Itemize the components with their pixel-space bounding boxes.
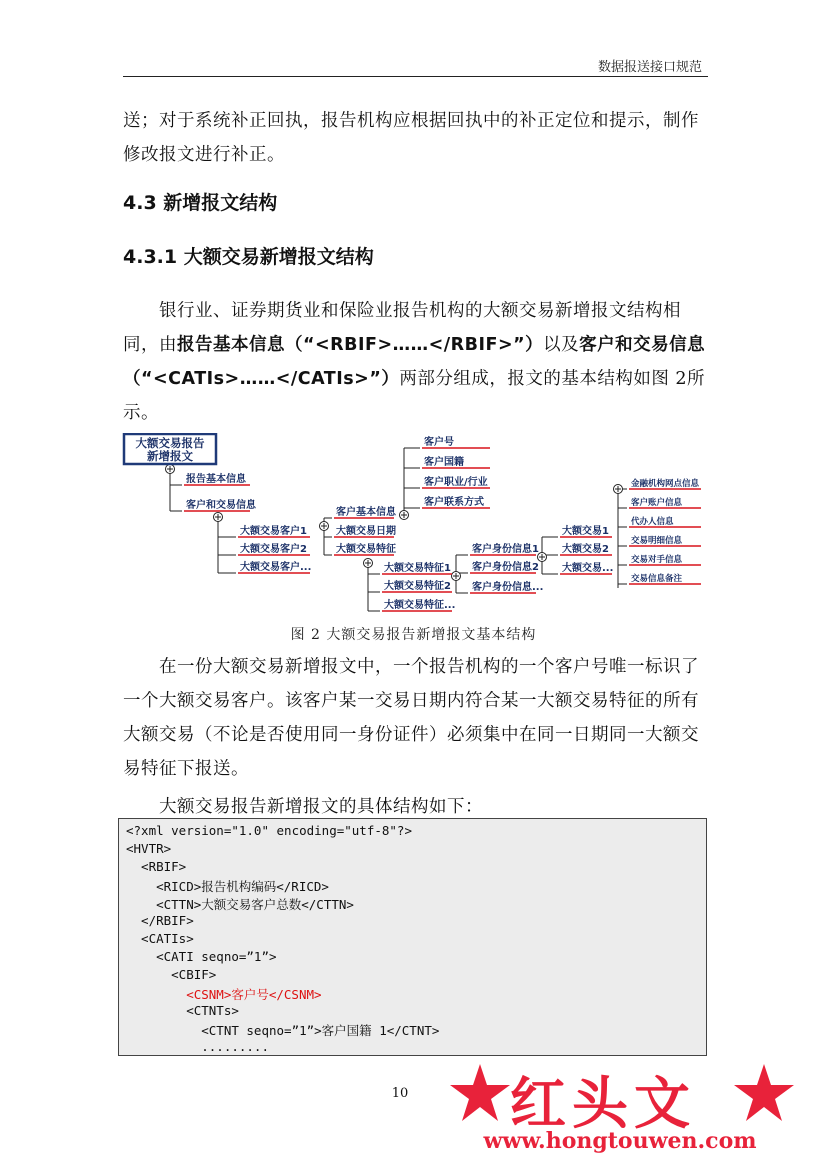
paragraph-2-bold-2: 客户和交易信息（“<CATIs>……</CATIs>”）	[123, 335, 706, 389]
diagram-feature-item: 大额交易特征2	[384, 581, 451, 592]
diagram-l3-item: 客户基本信息	[336, 507, 396, 518]
diagram-l3-item: 大额交易日期	[336, 526, 396, 537]
diagram-labels	[184, 435, 701, 611]
section-heading-4-3-1: 4.3.1 大额交易新增报文结构	[123, 246, 374, 268]
paragraph-4: 大额交易报告新增报文的具体结构如下：	[159, 797, 483, 817]
diagram-trade-item: 大额交易...	[562, 563, 614, 574]
code-line: <CBIF>	[126, 967, 217, 982]
diagram-trade-info-item: 代办人信息	[631, 517, 674, 527]
diagram-customer-info-item: 客户国籍	[424, 457, 464, 468]
diagram-l3-item: 大额交易特征	[336, 544, 396, 555]
code-line: <CTNTs>	[126, 1003, 239, 1018]
diagram-trade-info-item: 交易明细信息	[631, 536, 683, 546]
diagram-identity-item: 客户身份信息2	[472, 562, 539, 573]
diagram-customer-info-item: 客户号	[424, 437, 454, 448]
code-line: <CATIs>	[126, 931, 194, 946]
diagram-customer-info-item: 客户联系方式	[424, 497, 484, 508]
diagram-feature-item: 大额交易特征...	[384, 600, 456, 611]
star-icon	[732, 1062, 796, 1124]
paragraph-2-text-1: 银行业、证券期货业和保险业报告机构的大额交易新增报文结构相同，由	[123, 301, 681, 355]
paragraph-3: 在一份大额交易新增报文中，一个报告机构的一个客户号唯一标识了一个大额交易客户。该客户某一交易日期内符合某一大额交易特征的所有大额交易（不论是否使用同一身份证件）必须集中在同一日期同一大额交易特征下报送。	[123, 657, 699, 779]
code-line: <CTNT seqno=”1”>客户国籍 1</CTNT>	[126, 1023, 440, 1038]
paragraph-2-text-2: 以及	[543, 335, 580, 355]
diagram-l1-item: 客户和交易信息	[186, 500, 256, 511]
diagram-identity-item: 客户身份信息1	[472, 544, 539, 555]
section-heading-4-3: 4.3 新增报文结构	[123, 192, 278, 214]
diagram-root-label-1: 大额交易报告	[135, 436, 205, 450]
diagram-root-label-2: 新增报文	[147, 449, 193, 463]
code-line: <RICD>报告机构编码</RICD>	[126, 879, 329, 894]
paragraph-2-bold-1: 报告基本信息（“<RBIF>……</RBIF>”）	[177, 335, 544, 355]
page-header	[123, 40, 708, 77]
watermark	[430, 1056, 810, 1156]
code-line: <CTTN>大额交易客户总数</CTTN>	[126, 897, 354, 912]
diagram-feature-item: 大额交易特征1	[384, 563, 451, 574]
paragraph-1: 送；对于系统补正回执，报告机构应根据回执中的补正定位和提示，制作修改报文进行补正。	[123, 111, 699, 165]
diagram-l2-item: 大额交易客户...	[240, 562, 312, 573]
header-title: 数据报送接口规范	[597, 60, 702, 75]
diagram-l2-item: 大额交易客户2	[240, 544, 307, 555]
paragraph-2-text-3: 两部分组成，报文的基本结构如图 2所示。	[123, 369, 706, 423]
star-icon	[448, 1062, 512, 1124]
code-line: <RBIF>	[126, 859, 187, 874]
code-line-highlighted: <CSNM>客户号</CSNM>	[126, 987, 322, 1002]
diagram-trade-info-item: 交易信息备注	[631, 574, 683, 584]
paragraph-2	[123, 294, 708, 430]
code-line: </RBIF>	[126, 913, 194, 928]
diagram-customer-info-item: 客户职业/行业	[424, 477, 488, 488]
watermark-url: www.hongtouwen.com	[483, 1128, 757, 1154]
diagram-trade-item: 大额交易2	[562, 544, 609, 555]
code-line: <?xml version="1.0" encoding="utf-8"?>	[126, 823, 412, 838]
diagram-trade-info-item: 客户账户信息	[631, 498, 683, 508]
code-line: <CATI seqno=”1”>	[126, 949, 277, 964]
figure-caption: 图 2 大额交易报告新增报文基本结构	[290, 627, 537, 643]
diagram-trade-info-item: 交易对手信息	[631, 555, 683, 565]
diagram-trade-info-item: 金融机构网点信息	[631, 479, 700, 489]
xml-code-block	[118, 818, 707, 1056]
diagram-l2-item: 大额交易客户1	[240, 526, 307, 537]
structure-diagram	[122, 433, 702, 618]
page-number: 10	[391, 1086, 409, 1101]
code-line: <HVTR>	[126, 841, 172, 856]
diagram-trade-item: 大额交易1	[562, 526, 609, 537]
code-line: .........	[126, 1039, 269, 1054]
watermark-title: 红头文	[510, 1071, 696, 1137]
diagram-identity-item: 客户身份信息...	[472, 582, 544, 593]
diagram-l1-item: 报告基本信息	[186, 474, 246, 485]
